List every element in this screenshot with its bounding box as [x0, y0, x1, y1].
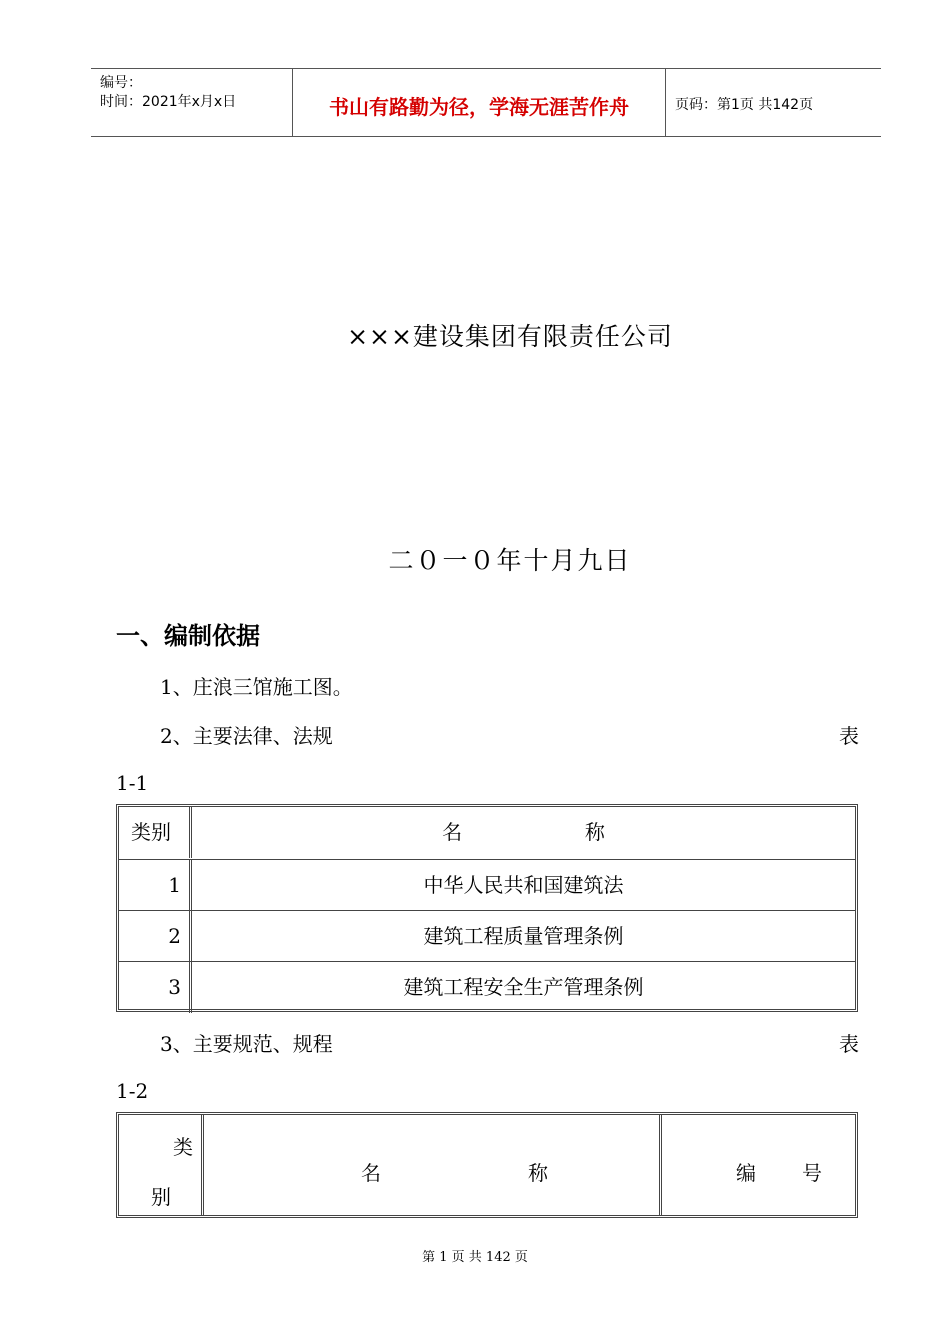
number-label: 编号：: [100, 75, 142, 91]
section-title: 一、编制依据: [116, 622, 260, 650]
motto: 书山有路勤为径，学海无涯苦作舟: [329, 95, 629, 119]
header-left-cell: [91, 69, 292, 136]
document-date: 二０一０年十月九日: [388, 546, 632, 575]
header-name-b: 称: [584, 820, 605, 844]
header-category: [119, 807, 192, 858]
item-1: 1、庄浪三馆施工图。: [160, 675, 353, 699]
header-category-a: 类: [173, 1135, 193, 1159]
header-name-a: 名: [442, 820, 463, 844]
table-header-row: [119, 807, 855, 858]
row-name: 中华人民共和国建筑法: [423, 873, 624, 897]
page-info: 页码：第1页 共142页: [675, 97, 814, 113]
row-number-cell: [119, 860, 192, 911]
header-code-b: 号: [802, 1161, 822, 1185]
row-name: 建筑工程质量管理条例: [423, 924, 624, 948]
row-number-cell: [119, 911, 192, 962]
header-category: [119, 1115, 204, 1215]
item-2: 2、主要法律、法规: [160, 724, 333, 748]
header-name-a: 名: [361, 1161, 381, 1185]
page-footer: 第 1 页 共 142 页: [422, 1250, 528, 1265]
row-name: 建筑工程安全生产管理条例: [403, 975, 644, 999]
page-header: [91, 68, 881, 137]
row-number-cell: [119, 962, 192, 1013]
header-right-cell: [665, 69, 881, 136]
header-category-label: 类别: [131, 820, 171, 844]
company-name: ×××建设集团有限责任公司: [347, 322, 673, 351]
laws-table: [116, 804, 858, 1012]
header-code: [662, 1115, 855, 1215]
table-row: [119, 961, 855, 1013]
row-number: 2: [168, 924, 181, 948]
item-3-table-word: 表: [839, 1032, 859, 1056]
header-motto-cell: [292, 69, 666, 136]
item-3: 3、主要规范、规程: [160, 1032, 333, 1056]
header-name: [204, 1115, 662, 1215]
standards-table: [116, 1112, 858, 1218]
header-name-b: 称: [528, 1161, 548, 1185]
item-2-table-number: 1-1: [116, 771, 149, 795]
table-row: [119, 910, 855, 962]
item-3-table-number: 1-2: [116, 1079, 149, 1103]
row-number: 1: [168, 873, 181, 897]
header-name: [192, 807, 855, 858]
header-category-b: 别: [151, 1185, 171, 1209]
table-row: [119, 859, 855, 911]
item-2-table-word: 表: [839, 724, 859, 748]
row-number: 3: [168, 975, 181, 999]
time-label: 时间：2021年x月x日: [100, 94, 237, 110]
header-code-a: 编: [736, 1161, 756, 1185]
